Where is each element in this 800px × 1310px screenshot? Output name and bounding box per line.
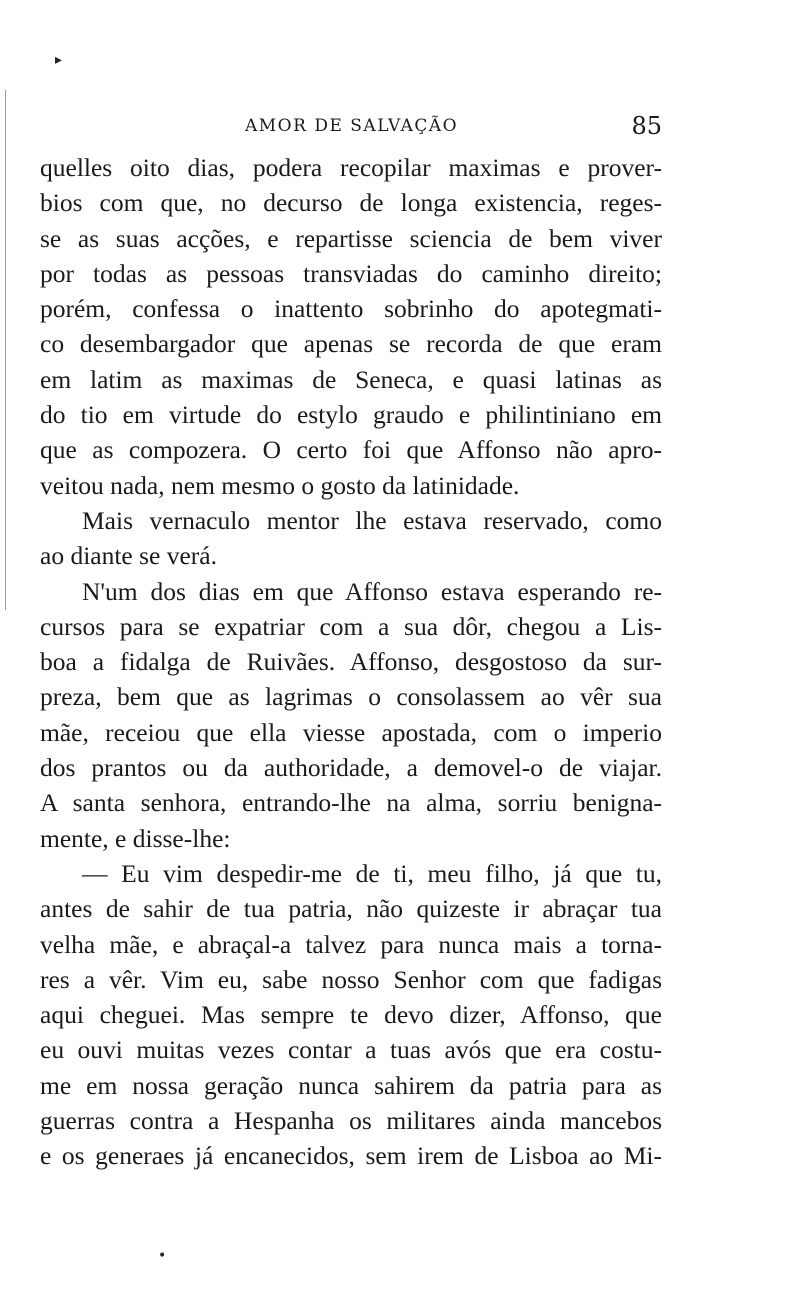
text-line: aqui cheguei. Mas sempre te devo dizer, Affonso, que [40,1000,662,1030]
text-line: me em nossa geração nunca sahirem da patria para as [40,1070,662,1100]
text-line: dos prantos ou da authoridade, a demovel-o de viajar. [40,753,662,783]
text-line: antes de sahir de tua patria, não quizeste ir abraçar tua [40,894,662,924]
text-line: A santa senhora, entrando-lhe na alma, sorriu benigna- [40,788,662,818]
text-line: cursos para se expatriar com a sua dôr, chegou a Lis- [40,611,662,641]
text-line: que as compozera. O certo foi que Affonso não apro- [40,435,662,465]
text-line: do tio em virtude do estylo graudo e philintiniano em [40,400,662,430]
text-line: boa a fidalga de Ruivães. Affonso, desgostoso da sur- [40,647,662,677]
text-line: — Eu vim despedir-me de ti, meu filho, já que tu, [82,858,662,888]
page-header [40,112,662,146]
text-line: quelles oito dias, podera recopilar maximas e prover- [40,153,662,182]
text-line: se as suas acções, e repartisse sciencia de bem viver [40,223,662,253]
text-line: ao diante se verá. [40,541,217,571]
text-line: porém, confessa o inattento sobrinho do apotegmati- [40,294,662,324]
text-line: N'um dos dias em que Affonso estava esperando re- [82,576,662,606]
text-line: res a vêr. Vim eu, sabe nosso Senhor com que fadigas [40,964,662,994]
text-line: guerras contra a Hespanha os militares ainda mancebos [40,1106,662,1136]
text-line: co desembargador que apenas se recorda de que eram [40,329,662,359]
ink-speck: ▸ [55,52,63,68]
running-title: AMOR DE SALVAÇÃO [245,116,459,136]
scan-edge-line [5,90,6,610]
text-line: mãe, receiou que ella viesse apostada, com o imperio [40,717,662,747]
text-line: bios com que, no decurso de longa existencia, reges- [40,188,662,218]
text-line: preza, bem que as lagrimas o consolassem ao vêr sua [40,682,662,712]
text-line: e os generaes já encanecidos, sem irem de Lisboa ao Mi- [40,1141,662,1171]
text-line: Mais vernaculo mentor lhe estava reservado, como [82,505,662,535]
text-line: eu ouvi muitas vezes contar a tuas avós que era costu- [40,1035,662,1065]
text-line: velha mãe, e abraçal-a talvez para nunca mais a torna- [40,929,662,959]
text-line: mente, e disse-lhe: [40,823,231,853]
ink-speck: • [158,1248,167,1264]
text-line: por todas as pessoas transviadas do caminho direito; [40,258,662,288]
body-text [40,150,662,1174]
text-line: em latim as maximas de Seneca, e quasi latinas as [40,364,662,394]
page-number: 85 [631,112,662,140]
text-line: veitou nada, nem mesmo o gosto da latinidade. [40,470,520,500]
